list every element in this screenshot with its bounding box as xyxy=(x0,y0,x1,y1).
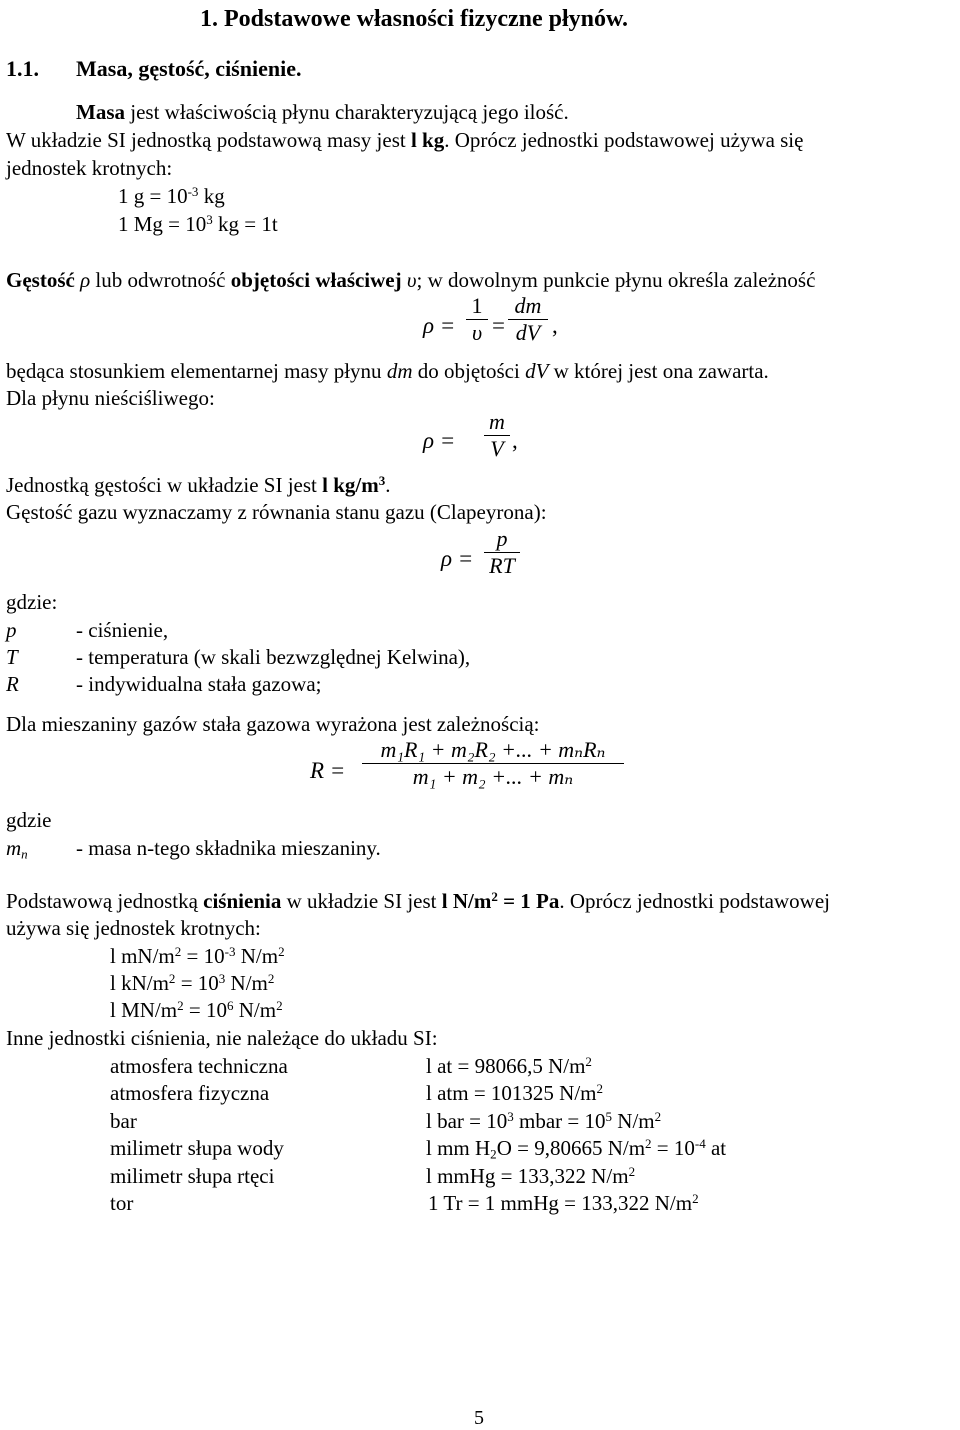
unit-value-5 xyxy=(426,1164,635,1188)
section-title: Masa, gęstość, ciśnienie. xyxy=(76,56,302,81)
formula-1-frac-2 xyxy=(508,294,548,345)
rho-symbol: ρ xyxy=(80,268,91,292)
mass-eq-1 xyxy=(118,184,225,208)
mass-eq-1-post: kg xyxy=(198,184,225,208)
pressure-l1-pre: Podstawową jednostką xyxy=(6,889,204,913)
uv6-a: 1 Tr = 1 mmHg = 133,322 N/m xyxy=(428,1191,693,1215)
uv3-c: N/m xyxy=(612,1109,655,1133)
def-p-desc: - ciśnienie, xyxy=(76,618,169,642)
unit-value-4 xyxy=(426,1136,726,1160)
formula-1-den-2: dV xyxy=(515,320,541,346)
pressure-unit-exp: 2 xyxy=(491,888,498,904)
mass-eq-2-exp: 3 xyxy=(206,211,213,227)
mass-eq-1-exp: -3 xyxy=(187,183,199,199)
mixture-lhs: R = xyxy=(310,758,346,783)
uv1-exp: 2 xyxy=(585,1053,592,1069)
unit-value-6 xyxy=(428,1191,699,1215)
uv4-exp: 2 xyxy=(645,1135,652,1151)
pressure-l1-mid: w układzie SI jest xyxy=(281,889,442,913)
mixture-symbol-sub: n xyxy=(21,846,28,862)
uv3-exp: 3 xyxy=(507,1108,514,1124)
uv3-exp2: 5 xyxy=(605,1108,613,1124)
formula-1-frac-1 xyxy=(466,294,488,345)
density-unit-post: . xyxy=(385,473,391,497)
mass-line-2 xyxy=(6,128,803,152)
mass-line-3: jednostek krotnych: xyxy=(6,156,173,180)
pm2-a: l kN/m xyxy=(110,971,169,995)
density-line xyxy=(6,268,815,292)
formula-1-comma: , xyxy=(552,313,558,338)
density-unit-pre: Jednostką gęstości w układzie SI jest xyxy=(6,473,323,497)
pm1-ae: 2 xyxy=(174,943,182,959)
mass-term: Masa xyxy=(76,100,125,124)
pm2-ae: 2 xyxy=(168,970,176,986)
uv4-c: = 10 xyxy=(651,1136,695,1160)
mixture-symbol xyxy=(6,836,28,860)
uv2-exp: 2 xyxy=(596,1080,604,1096)
unit-value-3 xyxy=(426,1109,661,1133)
formula-1-num-2: dm xyxy=(514,293,542,318)
pm2-b: = 10 xyxy=(175,971,219,995)
density-desc-post: w której jest ona zawarta. xyxy=(548,359,769,383)
uv4-b: O = 9,80665 N/m xyxy=(496,1136,646,1160)
formula-1-num-1: 1 xyxy=(471,293,483,318)
formula-3-num: p xyxy=(496,526,508,551)
pressure-unit: l N/m xyxy=(441,889,492,913)
unit-name-3: bar xyxy=(110,1109,137,1133)
density-desc-dv: dV xyxy=(525,359,549,383)
def-t-symbol: T xyxy=(6,645,18,669)
uv3-exp3: 2 xyxy=(654,1108,662,1124)
unit-name-2: atmosfera fizyczna xyxy=(110,1081,270,1105)
pm2-be: 3 xyxy=(218,970,226,986)
formula-1-lhs: ρ = xyxy=(423,313,456,338)
formula-3-lhs: ρ = xyxy=(441,546,474,571)
mass-eq-1-pre: 1 g = 10 xyxy=(118,184,188,208)
pressure-line-2: używa się jednostek krotnych: xyxy=(6,916,261,940)
chapter-title: 1. Podstawowe własności fizyczne płynów. xyxy=(200,6,628,32)
mixture-line: Dla mieszaniny gazów stała gazowa wyrażona jest zależnością: xyxy=(6,712,540,736)
pm3-ce: 2 xyxy=(276,997,283,1013)
unit-value-1 xyxy=(426,1054,592,1078)
formula-3-frac xyxy=(484,527,520,578)
mass-line-2-post: . Oprócz jednostki podstawowej używa się xyxy=(444,128,804,152)
mass-line-1 xyxy=(76,100,569,124)
where-label: gdzie: xyxy=(6,590,58,614)
pm1-a: l mN/m xyxy=(110,944,175,968)
pm1-ce: 2 xyxy=(278,943,285,959)
pressure-line-1 xyxy=(6,889,830,913)
other-units-line: Inne jednostki ciśnienia, nie należące do układu SI: xyxy=(6,1026,438,1050)
gas-density-line: Gęstość gazu wyznaczamy z równania stanu gazu (Clapeyrona): xyxy=(6,500,547,524)
mass-line-1-text: jest właściwością płynu charakteryzującą jego ilość. xyxy=(125,100,569,124)
formula-2-lhs: ρ = xyxy=(423,428,456,453)
pm1-c: N/m xyxy=(235,944,279,968)
specific-volume-term: objętości właściwej xyxy=(230,268,402,292)
density-unit-value: l kg/m xyxy=(322,473,379,497)
mixture-frac xyxy=(362,738,624,789)
unit-name-6: tor xyxy=(110,1191,134,1215)
uv4-exp2: -4 xyxy=(694,1135,706,1151)
uv4-a: l mm H xyxy=(426,1136,491,1160)
unit-name-4: milimetr słupa wody xyxy=(110,1136,284,1160)
unit-name-5: milimetr słupa rtęci xyxy=(110,1164,275,1188)
uv4-sub: 2 xyxy=(490,1146,497,1162)
density-unit-exp: 3 xyxy=(378,472,386,488)
pm1-b: = 10 xyxy=(181,944,225,968)
section-number: 1.1. xyxy=(6,56,39,81)
uv5-a: l mmHg = 133,322 N/m xyxy=(426,1164,629,1188)
pressure-term: ciśnienia xyxy=(203,889,282,913)
formula-1-den-1: υ xyxy=(471,320,483,346)
pressure-multiple-3 xyxy=(110,998,283,1022)
uv6-exp: 2 xyxy=(692,1190,699,1206)
pm3-b: = 10 xyxy=(183,998,227,1022)
page-number: 5 xyxy=(474,1407,484,1429)
uv5-exp: 2 xyxy=(628,1163,636,1179)
mixture-symbol-base: m xyxy=(6,836,22,860)
pressure-multiple-1 xyxy=(110,944,285,968)
density-desc-dm: dm xyxy=(386,359,413,383)
formula-2-comma: , xyxy=(512,428,518,453)
mass-eq-2 xyxy=(118,212,278,236)
mixture-num: m₁R₁ + m₂R₂ +... + mₙRₙ xyxy=(380,737,606,762)
pressure-multiple-2 xyxy=(110,971,274,995)
formula-1-eq: = xyxy=(492,313,505,338)
uv1-a: l at = 98066,5 N/m xyxy=(426,1054,586,1078)
formula-2-frac xyxy=(484,410,510,461)
uv2-a: l atm = 101325 N/m xyxy=(426,1081,597,1105)
pressure-l1-post: . Oprócz jednostki podstawowej xyxy=(559,889,830,913)
pm3-a: l MN/m xyxy=(110,998,178,1022)
mass-eq-2-post: kg = 1t xyxy=(212,212,278,236)
uv4-d: at xyxy=(705,1136,727,1160)
density-mid-1: lub odwrotność xyxy=(90,268,231,292)
def-r-desc: - indywidualna stała gazowa; xyxy=(76,672,322,696)
mass-unit: l kg xyxy=(410,128,445,152)
pm2-ce: 2 xyxy=(267,970,275,986)
incompressible-line: Dla płynu nieściśliwego: xyxy=(6,386,215,410)
density-mid-2: ; w dowolnym punkcie płynu określa zależność xyxy=(416,268,816,292)
density-unit-line xyxy=(6,473,390,497)
unit-value-2 xyxy=(426,1081,603,1105)
density-desc-mid: do objętości xyxy=(412,359,526,383)
pm3-c: N/m xyxy=(233,998,277,1022)
mixture-where: gdzie xyxy=(6,808,52,832)
def-t-desc: - temperatura (w skali bezwzględnej Kelwina), xyxy=(76,645,471,669)
def-p-symbol: p xyxy=(6,618,17,642)
def-r-symbol: R xyxy=(6,672,19,696)
density-term: Gęstość xyxy=(6,268,75,292)
mixture-den: m₁ + m₂ +... + mₙ xyxy=(412,764,574,790)
pm2-c: N/m xyxy=(225,971,268,995)
mixture-desc: - masa n-tego składnika mieszaniny. xyxy=(76,836,381,860)
pm3-be: 6 xyxy=(226,997,234,1013)
formula-2-num: m xyxy=(489,409,505,434)
unit-name-1: atmosfera techniczna xyxy=(110,1054,288,1078)
density-desc-pre: będąca stosunkiem elementarnej masy płynu xyxy=(6,359,387,383)
upsilon-symbol: υ xyxy=(406,268,417,292)
formula-3-den: RT xyxy=(489,553,515,579)
density-desc xyxy=(6,359,769,383)
uv3-b: mbar = 10 xyxy=(513,1109,606,1133)
pressure-unit-eq: = 1 Pa xyxy=(497,889,560,913)
pm3-ae: 2 xyxy=(177,997,184,1013)
pm1-be: -3 xyxy=(224,943,236,959)
uv3-a: l bar = 10 xyxy=(426,1109,508,1133)
mass-eq-2-pre: 1 Mg = 10 xyxy=(118,212,207,236)
mass-line-2-pre: W układzie SI jednostką podstawową masy jest xyxy=(6,128,411,152)
formula-2-den: V xyxy=(490,436,504,462)
